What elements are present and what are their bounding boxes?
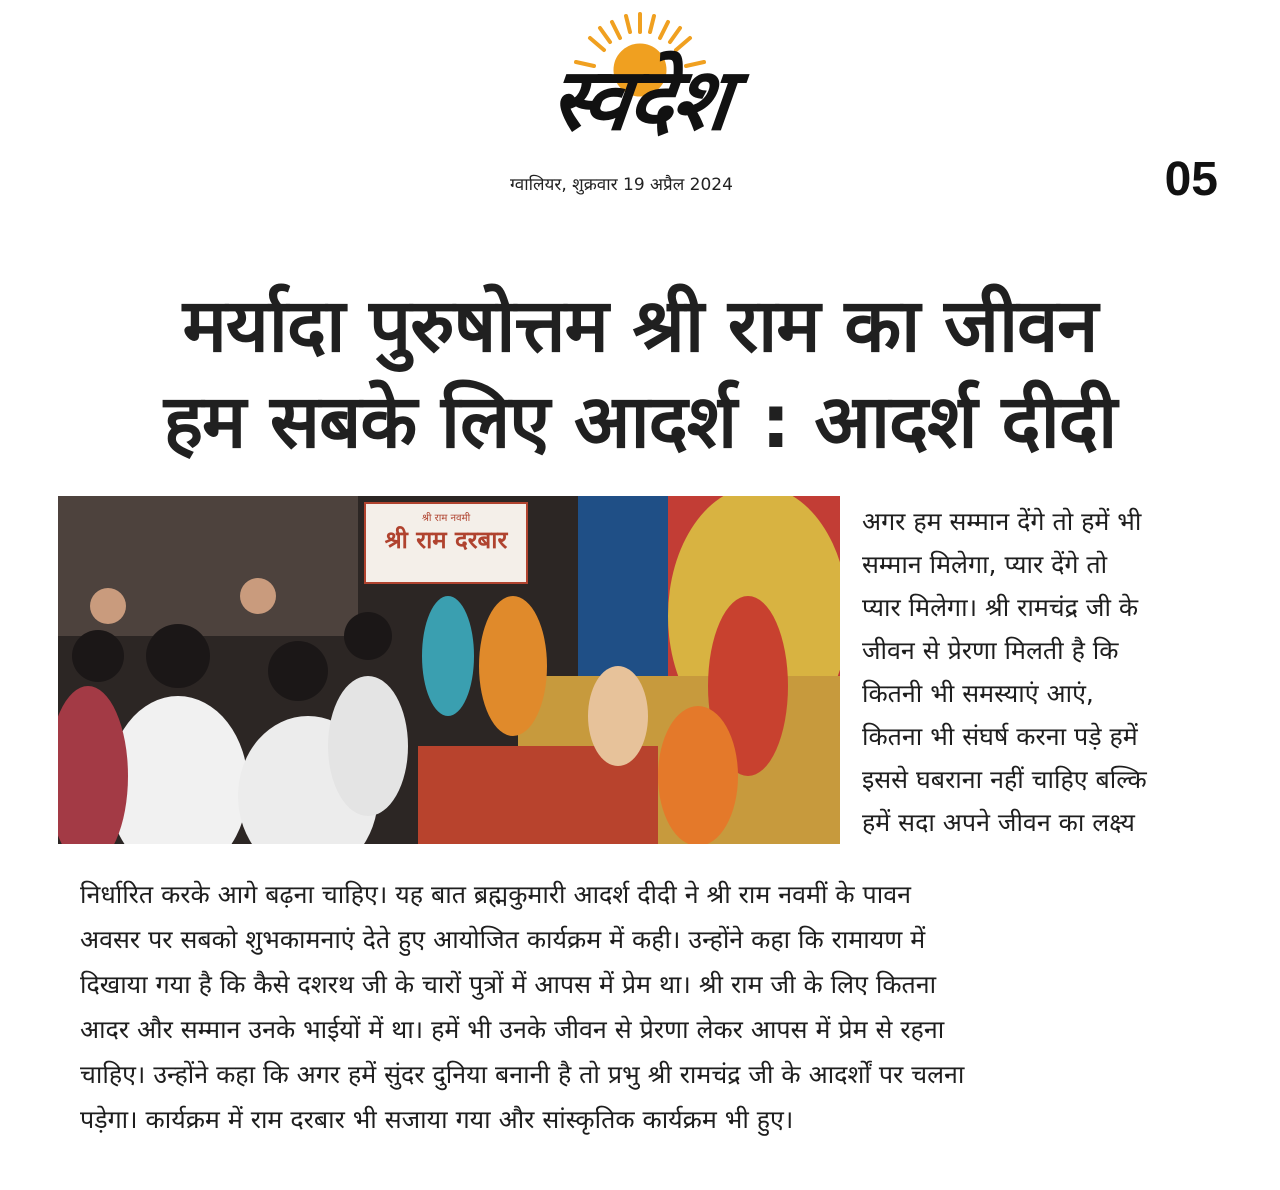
side-line: प्यार मिलेगा। श्री रामचंद्र जी के [862, 593, 1139, 622]
headline [60, 278, 1220, 470]
banner-title: श्री राम दरबार [384, 526, 508, 554]
side-line: हमें सदा अपने जीवन का लक्ष्य [862, 808, 1135, 837]
body-line: पड़ेगा। कार्यक्रम में राम दरबार भी सजाया गया और सांस्कृतिक कार्यक्रम भी हुए। [80, 1105, 794, 1134]
dateline: ग्वालियर, शुक्रवार 19 अप्रैल 2024 [510, 175, 733, 195]
page-number: 05 [1164, 153, 1218, 206]
body-line: आदर और सम्मान उनके भाईयों में था। हमें भी उनके जीवन से प्रेरणा लेकर आपस में प्रेम से रहना [80, 1015, 945, 1044]
article-body [80, 872, 1240, 1142]
body-line: दिखाया गया है कि कैसे दशरथ जी के चारों पुत्रों में आपस में प्रेम था। श्री राम जी के लिए कितना [80, 970, 937, 999]
headline-line-2: हम सबके लिए आदर्श : आदर्श दीदी [163, 379, 1117, 465]
side-line: कितना भी संघर्ष करना पड़े हमें [862, 722, 1138, 751]
side-column-text [862, 500, 1242, 844]
side-line: कितनी भी समस्याएं आएं, [862, 679, 1094, 708]
side-line: जीवन से प्रेरणा मिलती है कि [862, 636, 1119, 665]
newspaper-logo: स्वदेश [546, 50, 734, 150]
body-line: अवसर पर सबको शुभकामनाएं देते हुए आयोजित कार्यक्रम में कही। उन्होंने कहा कि रामायण में [80, 925, 926, 954]
body-line: चाहिए। उन्होंने कहा कि अगर हमें सुंदर दुनिया बनानी है तो प्रभु श्री रामचंद्र जी के आदर्शों पर चलना [80, 1060, 965, 1089]
side-line: इससे घबराना नहीं चाहिए बल्कि [862, 765, 1147, 794]
banner-subtitle: श्री राम नवमी [421, 513, 471, 524]
headline-line-1: मर्यादा पुरुषोत्तम श्री राम का जीवन [182, 283, 1098, 369]
ram-darbar-banner [364, 502, 528, 584]
side-line: सम्मान मिलेगा, प्यार देंगे तो [862, 550, 1108, 579]
event-photo [58, 496, 840, 844]
newspaper-masthead [440, 10, 840, 160]
side-line: अगर हम सम्मान देंगे तो हमें भी [862, 507, 1142, 536]
body-line: निर्धारित करके आगे बढ़ना चाहिए। यह बात ब्रह्मकुमारी आदर्श दीदी ने श्री राम नवमीं के पावन [80, 880, 911, 909]
